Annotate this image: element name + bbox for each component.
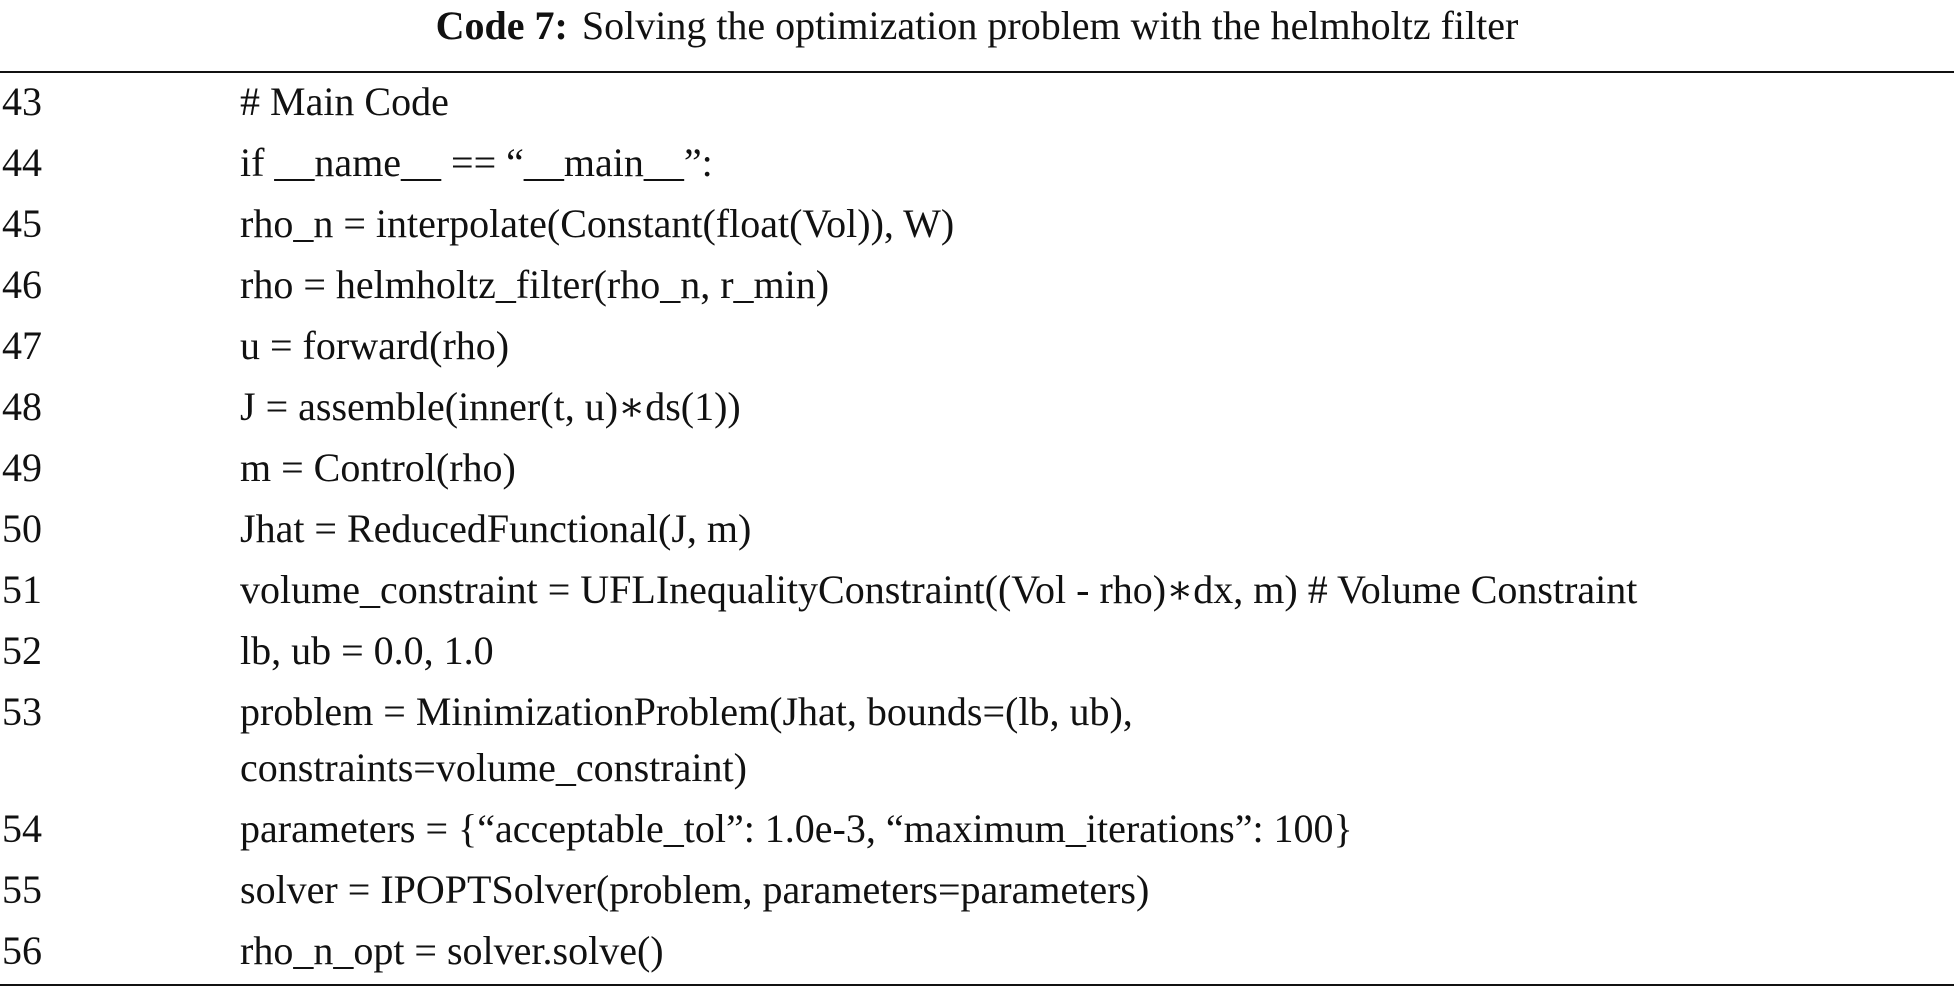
line-code: rho_n_opt = solver.solve(): [240, 928, 664, 973]
line-number: 52: [2, 628, 42, 673]
code-line: [0, 801, 1954, 862]
line-number: 49: [2, 445, 42, 490]
line-code: rho_n = interpolate(Constant(float(Vol)), W): [240, 201, 955, 246]
code-line: [0, 257, 1954, 318]
line-number: 56: [2, 928, 42, 973]
line-number: 54: [2, 806, 42, 851]
code-line: [0, 74, 1954, 135]
line-code: m = Control(rho): [240, 445, 516, 490]
line-number: 47: [2, 323, 42, 368]
code-line: [0, 862, 1954, 923]
line-code: volume_constraint = UFLInequalityConstraint((Vol - rho)∗dx, m) # Volume Constraint: [240, 567, 1638, 612]
line-code: lb, ub = 0.0, 1.0: [240, 628, 494, 673]
code-line: [0, 379, 1954, 440]
line-number: 46: [2, 262, 42, 307]
line-code: Jhat = ReducedFunctional(J, m): [240, 506, 752, 551]
line-code: J = assemble(inner(t, u)∗ds(1)): [240, 384, 741, 429]
caption-label: Code 7:: [435, 3, 568, 48]
line-number: 53: [2, 689, 42, 734]
line-number: 51: [2, 567, 42, 612]
code-line: [0, 135, 1954, 196]
code-listing: [0, 74, 1954, 984]
line-number: 45: [2, 201, 42, 246]
code-line: [0, 923, 1954, 984]
code-line: [0, 440, 1954, 501]
line-code: # Main Code: [240, 79, 449, 124]
line-number: 43: [2, 79, 42, 124]
caption-title: Solving the optimization problem with the helmholtz filter: [581, 3, 1519, 48]
code-line: [0, 501, 1954, 562]
code-line: [0, 318, 1954, 379]
code-caption: [0, 0, 1954, 62]
line-code: solver = IPOPTSolver(problem, parameters=parameters): [240, 867, 1150, 912]
line-code: rho = helmholtz_filter(rho_n, r_min): [240, 262, 830, 307]
code-line: [0, 196, 1954, 257]
line-code: if __name__ == “__main__”:: [240, 140, 713, 185]
line-number: 55: [2, 867, 42, 912]
code-line: [0, 684, 1954, 801]
line-number: 44: [2, 140, 42, 185]
code-line: [0, 562, 1954, 623]
line-code: problem = MinimizationProblem(Jhat, bounds=(lb, ub), constraints=volume_constraint): [240, 689, 1133, 790]
line-number: 48: [2, 384, 42, 429]
bottom-rule: [0, 984, 1954, 986]
code-line: [0, 623, 1954, 684]
top-rule: [0, 71, 1954, 73]
line-number: 50: [2, 506, 42, 551]
line-code: parameters = {“acceptable_tol”: 1.0e-3, “maximum_iterations”: 100}: [240, 806, 1353, 851]
line-code: u = forward(rho): [240, 323, 510, 368]
